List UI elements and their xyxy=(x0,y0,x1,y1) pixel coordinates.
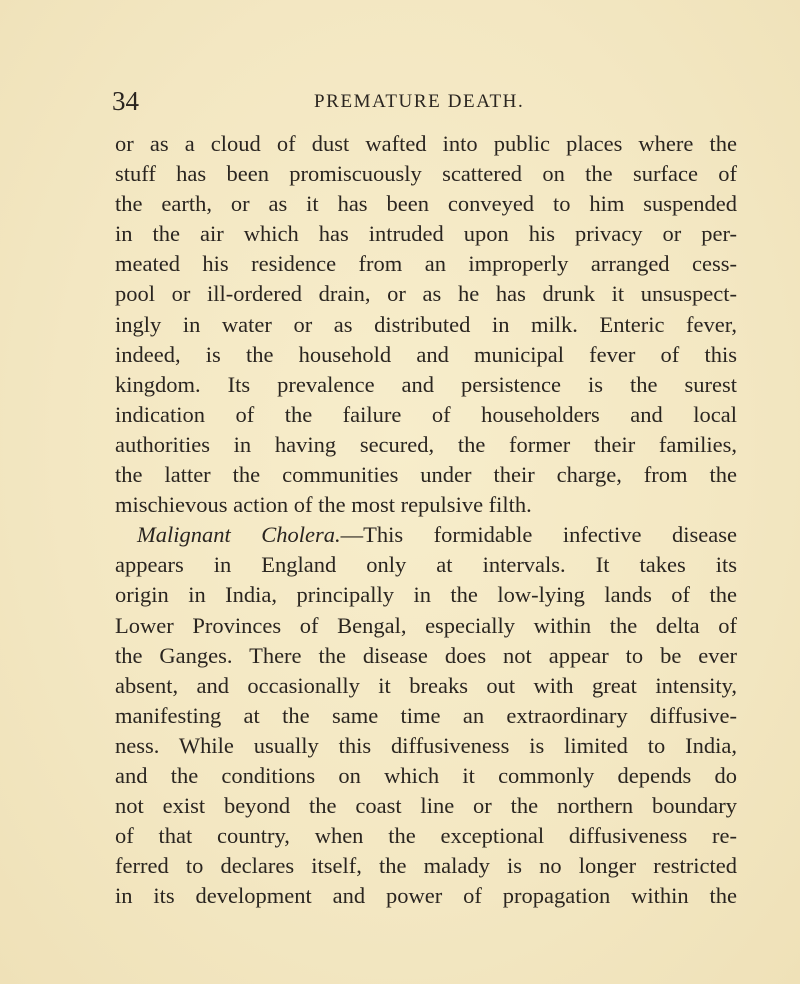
text-line: and the conditions on which it commonly depends do xyxy=(115,762,737,788)
text-line: not exist beyond the coast line or the northern boundary xyxy=(115,793,737,819)
text-line: in the air which has intruded upon his privacy or per- xyxy=(115,221,737,247)
text-line: in its development and power of propagation within the xyxy=(115,883,737,909)
section-heading-malignant-cholera: Malignant Cholera. xyxy=(137,522,341,548)
text-line-paragraph-end: mischievous action of the most repulsive filth. xyxy=(115,492,532,518)
body-text xyxy=(115,129,737,911)
text-line: ness. While usually this diffusiveness is limited to India, xyxy=(115,732,737,758)
text-line: ingly in water or as distributed in milk. Enteric fever, xyxy=(115,311,737,337)
text-line: absent, and occasionally it breaks out with great intensity, xyxy=(115,672,737,698)
text-line: or as a cloud of dust wafted into public places where the xyxy=(115,131,737,156)
section-heading-line xyxy=(115,520,737,550)
section-heading-line-rest: —This formidable infective disease xyxy=(340,522,737,548)
text-line: appears in England only at intervals. It takes its xyxy=(115,552,737,578)
text-line: manifesting at the same time an extraordinary diffusive- xyxy=(115,702,737,728)
text-line: indication of the failure of householders and local xyxy=(115,401,737,427)
text-line: pool or ill-ordered drain, or as he has drunk it unsuspect- xyxy=(115,281,737,307)
page-header xyxy=(0,84,800,118)
text-line: of that country, when the exceptional diffusiveness re- xyxy=(115,823,737,849)
text-line: the latter the communities under their charge, from the xyxy=(115,462,737,488)
text-line: the Ganges. There the disease does not appear to be ever xyxy=(115,642,737,668)
text-line: meated his residence from an improperly arranged cess- xyxy=(115,251,737,277)
text-line: origin in India, principally in the low-lying lands of the xyxy=(115,582,737,608)
text-line: authorities in having secured, the former their families, xyxy=(115,431,737,457)
text-line: stuff has been promiscuously scattered on the surface of xyxy=(115,161,737,187)
text-line: kingdom. Its prevalence and persistence is the surest xyxy=(115,371,737,397)
text-line: Lower Provinces of Bengal, especially within the delta of xyxy=(115,612,737,638)
text-line: ferred to declares itself, the malady is no longer restricted xyxy=(115,853,737,879)
text-line: the earth, or as it has been conveyed to him suspended xyxy=(115,191,737,217)
text-line: indeed, is the household and municipal fever of this xyxy=(115,341,737,367)
page-number: 34 xyxy=(112,86,139,116)
running-head: PREMATURE DEATH. xyxy=(314,91,525,112)
